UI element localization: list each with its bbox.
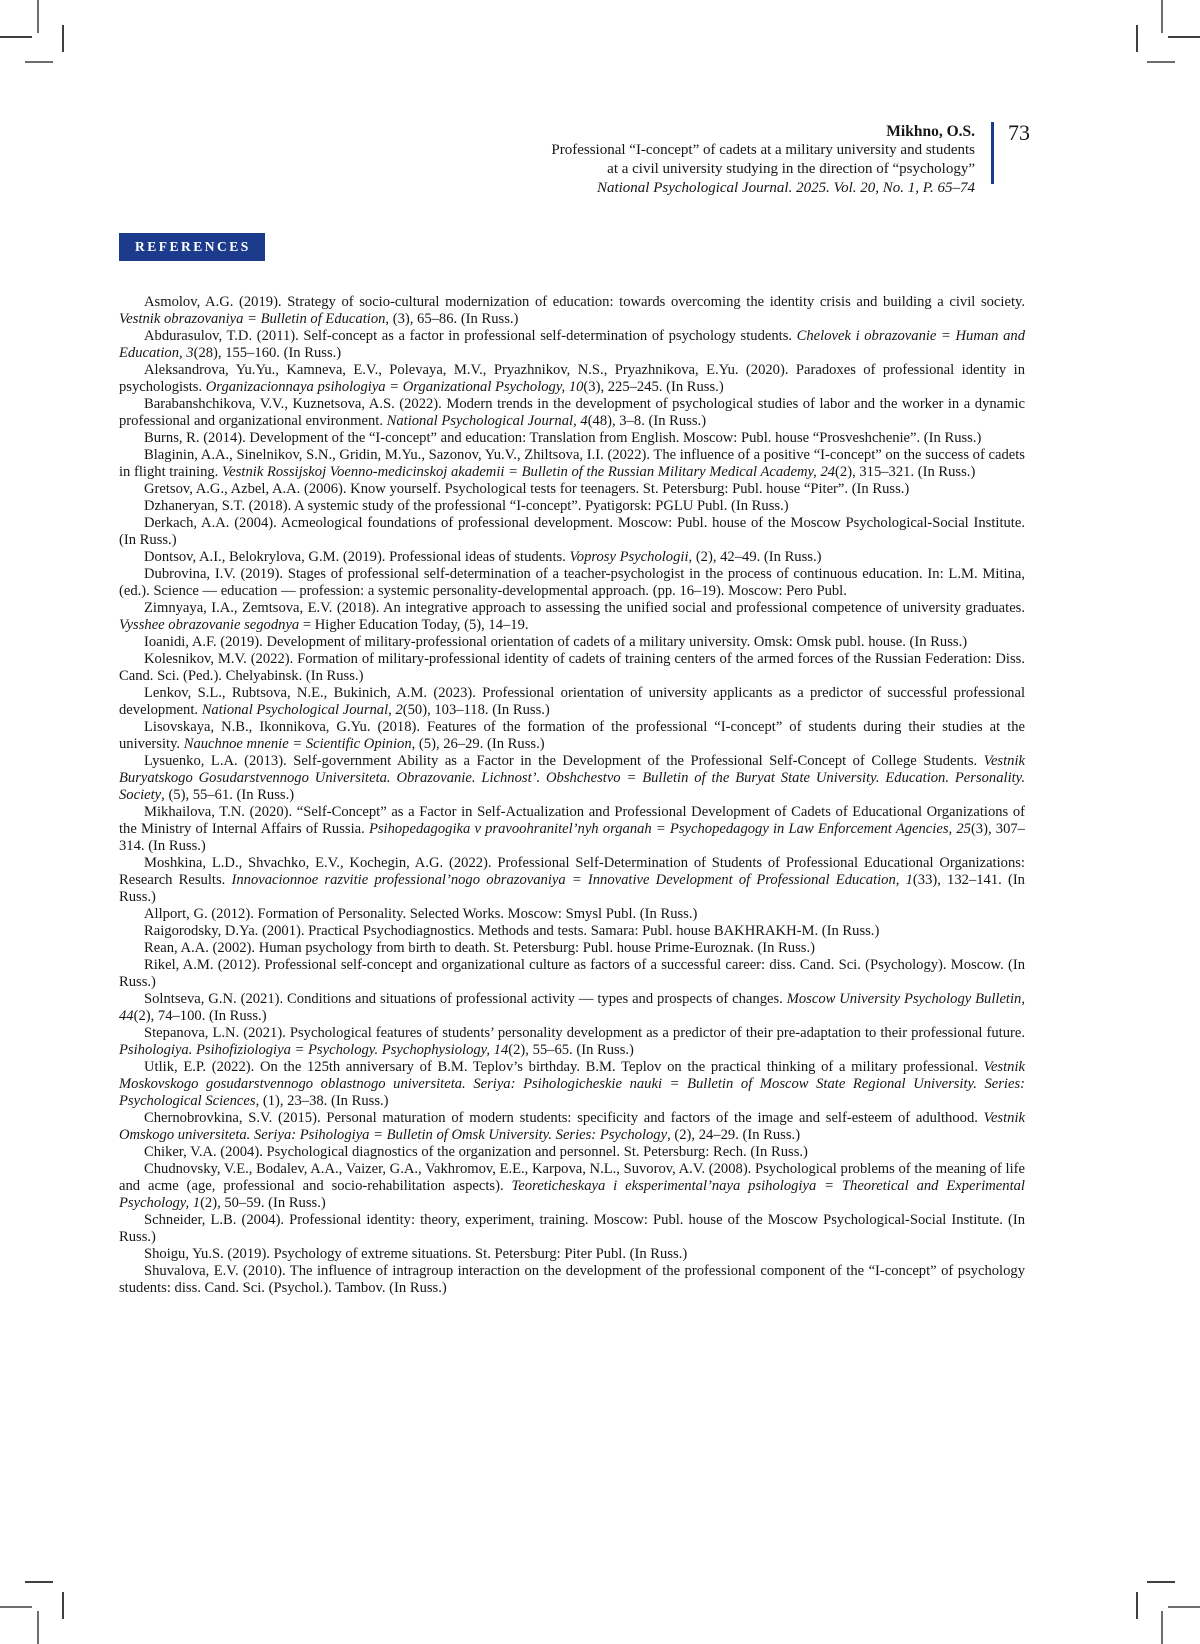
reference-entry: Abdurasulov, T.D. (2011). Self-concept as a factor in professional self-determination of psychology students. Chelovek i obrazovanie = Human and Education, 3(28), 155–160. (In Russ.): [119, 328, 1025, 361]
running-head-journal: National Psychological Journal. 2025. Vol. 20, No. 1, P. 65–74: [596, 180, 975, 196]
reference-entry: Zimnyaya, I.A., Zemtsova, E.V. (2018). An integrative approach to assessing the unified social and professional competence of university graduates. Vysshee obrazovanie segodnya = Higher Education Today, (5), 14–19.: [119, 600, 1025, 633]
crop-mark: [1147, 61, 1175, 63]
reference-entry: Gretsov, A.G., Azbel, A.A. (2006). Know yourself. Psychological tests for teenagers. St. Petersburg: Publ. house “Piter”. (In Russ.): [144, 481, 910, 497]
reference-entry: Lenkov, S.L., Rubtsova, N.E., Bukinich, A.M. (2023). Professional orientation of university applicants as a predictor of successful professional development. National Psychological Journal, 2(50), 103–118. (In Russ.): [119, 685, 1025, 718]
crop-mark: [62, 25, 64, 52]
crop-mark: [1168, 36, 1200, 38]
crop-mark: [1147, 1581, 1175, 1583]
running-head-title-line2: at a civil university studying in the direction of “psychology”: [607, 161, 975, 177]
crop-mark: [1136, 1592, 1138, 1619]
reference-entry: Utlik, E.P. (2022). On the 125th anniversary of B.M. Teplov’s birthday. B.M. Teplov on the practical thinking of a military professional. Vestnik Moskovskogo gosudarstvennogo oblastnogo universiteta. Seriya: Psihologicheskie nauki = Bulletin of Moscow State Regional University. Series: Psychological Sciences, (1), 23–38. (In Russ.): [119, 1059, 1025, 1109]
reference-entry: Blaginin, A.A., Sinelnikov, S.N., Gridin, M.Yu., Sazonov, Yu.V., Zhiltsova, I.I. (2022). The influence of a positive “I-concept” on the success of cadets in flight training. Vestnik Rossijskoj Voenno-medicinskoj akademii = Bulletin of the Russian Military Medical Academy, 24(2), 315–321. (In Russ.): [119, 447, 1025, 480]
reference-entry: Schneider, L.B. (2004). Professional identity: theory, experiment, training. Moscow: Publ. house of the Moscow Psychological-Social Institute. (In Russ.): [119, 1212, 1025, 1245]
reference-entry: Burns, R. (2014). Development of the “I-concept” and education: Translation from English. Moscow: Publ. house “Prosveshchenie”. (In Russ.): [144, 430, 982, 446]
crop-mark: [1161, 0, 1163, 33]
page-number: 73: [1008, 120, 1030, 145]
reference-entry: Raigorodsky, D.Ya. (2001). Practical Psychodiagnostics. Methods and tests. Samara: Publ. house BAKHRAKH-M. (In Russ.): [144, 923, 880, 939]
crop-mark: [62, 1592, 64, 1619]
crop-mark: [37, 1611, 39, 1644]
reference-entry: Moshkina, L.D., Shvachko, E.V., Kochegin, A.G. (2022). Professional Self-Determination of Students of Professional Educational Organizations: Research Results. Innovacionnoe razvitie professional’nogo obrazovaniya = Innovative Development of Professional Education, 1(33), 132–141. (In Russ.): [119, 855, 1025, 905]
reference-entry: Shuvalova, E.V. (2010). The influence of intragroup interaction on the development of the professional component of the “I-concept” of psychology students: diss. Cand. Sci. (Psychol.). Tambov. (In Russ.): [119, 1263, 1025, 1296]
reference-entry: Dubrovina, I.V. (2019). Stages of professional self-determination of a teacher-psychologist in the process of continuous education. In: L.M. Mitina, (ed.). Science — education — profession: a systemic personality-developmental approach. (pp. 16–19). Moscow: Pero Publ.: [119, 566, 1025, 599]
crop-mark: [1161, 1611, 1163, 1644]
running-head-title-line1: Professional “I-concept” of cadets at a military university and students: [551, 142, 975, 158]
running-head-text: [551, 120, 975, 198]
reference-entry: Stepanova, L.N. (2021). Psychological features of students’ personality development as a predictor of their pre-adaptation to their professional future. Psihologiya. Psihofiziologiya = Psychology. Psychophysiology, 14(2), 55–65. (In Russ.): [119, 1025, 1025, 1058]
reference-entry: Dontsov, A.I., Belokrylova, G.M. (2019). Professional ideas of students. Voprosy Psychologii, (2), 42–49. (In Russ.): [144, 549, 822, 565]
running-head-author: Mikhno, O.S.: [886, 123, 975, 140]
reference-entry: Lisovskaya, N.B., Ikonnikova, G.Yu. (2018). Features of the formation of the professional “I-concept” of students during their studies at the university. Nauchnoe mnenie = Scientific Opinion, (5), 26–29. (In Russ.): [119, 719, 1025, 752]
references-list: [119, 294, 1025, 1297]
reference-entry: Shoigu, Yu.S. (2019). Psychology of extreme situations. St. Petersburg: Piter Publ. (In Russ.): [144, 1246, 688, 1262]
reference-entry: Chernobrovkina, S.V. (2015). Personal maturation of modern students: specificity and factors of the image and self-esteem of adulthood. Vestnik Omskogo universiteta. Seriya: Psihologiya = Bulletin of Omsk University. Series: Psychology, (2), 24–29. (In Russ.): [119, 1110, 1025, 1143]
crop-mark: [1168, 1606, 1200, 1608]
reference-entry: Chudnovsky, V.E., Bodalev, A.A., Vaizer, G.A., Vakhromov, E.E., Karpova, N.L., Suvorov, A.V. (2008). Psychological problems of the meaning of life and acme (age, professional and socio-rehabilitation aspects). Teoreticheskaya i eksperimental’naya psihologiya = Theoretical and Experimental Psychology, 1(2), 50–59. (In Russ.): [119, 1161, 1025, 1211]
reference-entry: Solntseva, G.N. (2021). Conditions and situations of professional activity — types and prospects of changes. Moscow University Psychology Bulletin, 44(2), 74–100. (In Russ.): [119, 991, 1025, 1024]
crop-mark: [37, 0, 39, 33]
crop-mark: [1136, 25, 1138, 52]
reference-entry: Barabanshchikova, V.V., Kuznetsova, A.S. (2022). Modern trends in the development of psychological studies of labor and the worker in a dynamic professional and organizational environment. National Psychological Journal, 4(48), 3–8. (In Russ.): [119, 396, 1025, 429]
reference-entry: Aleksandrova, Yu.Yu., Kamneva, E.V., Polevaya, M.V., Pryazhnikov, N.S., Pryazhnikova, E.Yu. (2020). Paradoxes of professional identity in psychologists. Organizacionnaya psihologiya = Organizational Psychology, 10(3), 225–245. (In Russ.): [119, 362, 1025, 395]
header-divider-bar: [991, 122, 994, 184]
crop-mark: [25, 61, 53, 63]
reference-entry: Allport, G. (2012). Formation of Personality. Selected Works. Moscow: Smysl Publ. (In Russ.): [144, 906, 698, 922]
reference-entry: Chiker, V.A. (2004). Psychological diagnostics of the organization and personnel. St. Petersburg: Rech. (In Russ.): [144, 1144, 808, 1160]
reference-entry: Mikhailova, T.N. (2020). “Self-Concept” as a Factor in Self-Actualization and Professional Development of Cadets of Educational Organizations of the Ministry of Internal Affairs of Russia. Psihopedagogika v pravoohranitel’nyh organah = Psychopedagogy in Law Enforcement Agencies, 25(3), 307–314. (In Russ.): [119, 804, 1025, 854]
reference-entry: Kolesnikov, M.V. (2022). Formation of military-professional identity of cadets of training centers of the armed forces of the Russian Federation: Diss. Cand. Sci. (Ped.). Chelyabinsk. (In Russ.): [119, 651, 1025, 684]
page-header: [551, 120, 1030, 198]
reference-entry: Lysuenko, L.A. (2013). Self-government Ability as a Factor in the Development of the Professional Self-Concept of College Students. Vestnik Buryatskogo Gosudarstvennogo Universiteta. Obrazovanie. Lichnost’. Obshchestvo = Bulletin of the Buryat State University. Education. Personality. Society, (5), 55–61. (In Russ.): [119, 753, 1025, 803]
reference-entry: Rean, A.A. (2002). Human psychology from birth to death. St. Petersburg: Publ. house Prime-Euroznak. (In Russ.): [144, 940, 815, 956]
crop-mark: [25, 1581, 53, 1583]
reference-entry: Derkach, A.A. (2004). Acmeological foundations of professional development. Moscow: Publ. house of the Moscow Psychological-Social Institute. (In Russ.): [119, 515, 1025, 548]
references-heading: REFERENCES: [119, 233, 265, 261]
reference-entry: Asmolov, A.G. (2019). Strategy of socio-cultural modernization of education: towards overcoming the identity crisis and building a civil society. Vestnik obrazovaniya = Bulletin of Education, (3), 65–86. (In Russ.): [119, 294, 1025, 327]
reference-entry: Ioanidi, A.F. (2019). Development of military-professional orientation of cadets of a military university. Omsk: Omsk publ. house. (In Russ.): [144, 634, 968, 650]
reference-entry: Rikel, A.M. (2012). Professional self-concept and organizational culture as factors of a successful career: diss. Cand. Sci. (Psychology). Moscow. (In Russ.): [119, 957, 1025, 990]
reference-entry: Dzhaneryan, S.T. (2018). A systemic study of the professional “I-concept”. Pyatigorsk: PGLU Publ. (In Russ.): [144, 498, 789, 514]
crop-mark: [0, 36, 32, 38]
crop-mark: [0, 1606, 32, 1608]
